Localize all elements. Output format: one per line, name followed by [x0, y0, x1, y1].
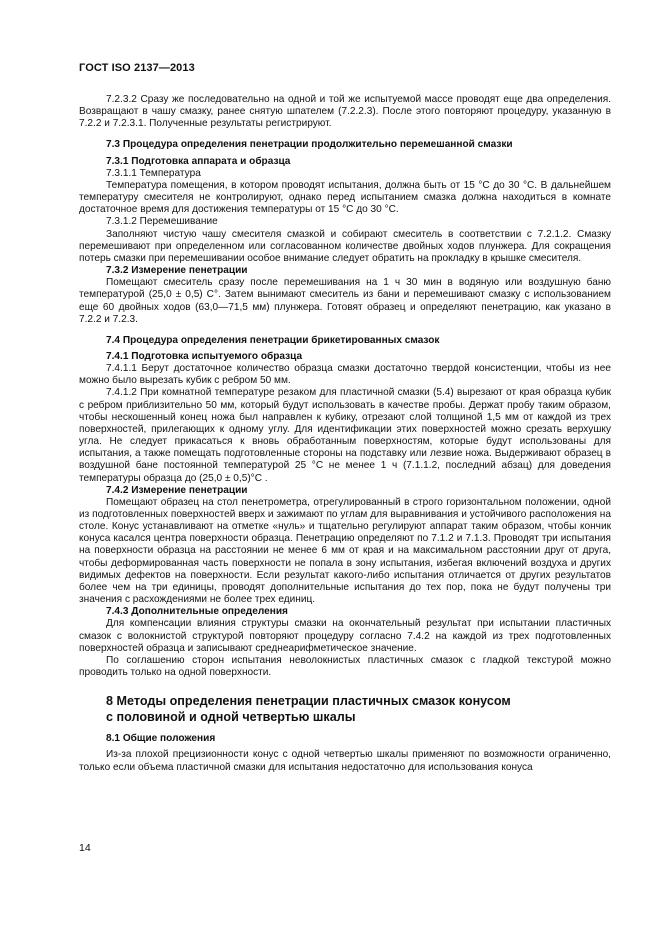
heading-7-3-1-2: 7.3.1.2 Перемешивание [106, 216, 218, 228]
paragraph-7-4-1-2: 7.4.1.2 При комнатной температуре резаком для пластичной смазки (5.4) вырезают от края образца кубик с ребром приблизительно 50 мм, который будут использовать в качестве пробы. Держат пробу таким образом, чтобы нескошенный конец ножа был направлен к кубику, отрезают слой толщиной 1,5 мм от каждой из трех поверхностей, прилегающих к одному углу. Для идентификации этих поверхностей можно срезать верхушку угла. Не следует прикасаться к вновь обработанным поверхностям, которые будут использованы для испытания, а также помещать подготовленные стороны на подставку или лезвие ножа. Выдерживают образец в воздушной бане постоянной температурой 25 °С не менее 1 ч (7.1.1.2, последний абзац) для доведения температуры образца до (25,0 ± 0,5)°С . [79, 387, 611, 484]
paragraph-7-3-2: Помещают смеситель сразу после перемешивания на 1 ч 30 мин в водяную или воздушную баню температурой (25,0 ± 0,5) С°. Затем вынимают смеситель из бани и перемешивают смазку с использованием еще 60 двойных ходов (63,0—71,5 мм) плунжера. Готовят образец и определяют пенетрацию, как указано в 7.2.2 и 7.2.3. [79, 277, 611, 325]
heading-7-4: 7.4 Процедура определения пенетрации брикетированных смазок [106, 334, 440, 346]
paragraph-8-1: Из-за плохой прецизионности конус с одной четвертью шкалы применяют по возможности ограниченно, только если объема пластичной смазки для испытания недостаточно для использования конуса [79, 749, 611, 773]
paragraph-7-3-1-2: Заполняют чистую чашу смесителя смазкой и собирают смеситель в соответствии с 7.2.1.2. Смазку перемешивают при определенном или согласованном количестве двойных ходов плунжера. Для сокращения потерь смазки при перемешивании особое внимание следует обратить на прокладку в крышке смесителя. [79, 228, 611, 264]
heading-7-3-1-1: 7.3.1.1 Температура [106, 167, 201, 179]
heading-7-4-3: 7.4.3 Дополнительные определения [106, 606, 288, 618]
heading-7-3-1: 7.3.1 Подготовка аппарата и образца [106, 155, 291, 167]
heading-7-4-2: 7.4.2 Измерение пенетрации [106, 484, 248, 496]
heading-8-line-1: 8 Методы определения пенетрации пластичных смазок конусом [106, 694, 511, 709]
page-number: 14 [79, 842, 91, 854]
heading-8-line-2: с половиной и одной четвертью шкалы [106, 710, 356, 725]
heading-8-1: 8.1 Общие положения [106, 733, 216, 745]
paragraph-7-2-3-2: 7.2.3.2 Сразу же последовательно на одной и той же испытуемой массе проводят еще два определения. Возвращают в чашу смазку, ранее снятую шпателем (7.2.2.3). После этого повторяют процедуру, указанную в 7.2.2 и 7.2.3.1. Полученные результаты регистрируют. [79, 94, 611, 130]
heading-section-8 [79, 693, 611, 725]
paragraph-7-4-3-a: Для компенсации влияния структуры смазки на окончательный результат при испытании пластичных смазок с волокнистой структурой повторяют процедуру согласно 7.4.2 на каждой из трех подготовленных поверхностей образца и записывают среднеарифметическое значение. [79, 618, 611, 654]
paragraph-7-4-3-b: По соглашению сторон испытания неволокнистых пластичных смазок с гладкой текстурой можно проводить только на одной поверхности. [79, 654, 611, 679]
document-body [79, 94, 611, 774]
heading-7-4-1: 7.4.1 Подготовка испытуемого образца [106, 350, 303, 362]
heading-7-3: 7.3 Процедура определения пенетрации продолжительно перемешанной смазки [106, 139, 513, 151]
paragraph-7-4-2: Помещают образец на стол пенетрометра, отрегулированный в строго горизонтальном положении, одной из подготовленных поверхностей вверх и зажимают по углам для выравнивания и устойчивого расположения на столе. Конус устанавливают на отметке «нуль» и тщательно регулируют аппарат таким образом, чтобы кончик конуса касался центра поверхности образца. Пенетрацию определяют по 7.1.2 и 7.1.3. Проводят три испытания на поверхности образца на расстоянии не менее 6 мм от края и на максимальном расстоянии друг от друга, чтобы деформированная часть поверхности не попала в зону испытания, избегая включений воздуха и других видимых дефектов на поверхности. Если результат какого-либо испытания отличается от других результатов более чем на три единицы, проводят дополнительные испытания до тех пор, пока не будут получены три значения с расхождениями не более трех единиц. [79, 496, 611, 606]
paragraph-7-4-1-1: 7.4.1.1 Берут достаточное количество образца смазки достаточно твердой консистенции, чтобы из нее можно было вырезать кубик с ребром 50 мм. [79, 363, 611, 387]
document-header: ГОСТ ISO 2137—2013 [79, 62, 195, 74]
heading-7-3-2: 7.3.2 Измерение пенетрации [106, 265, 248, 277]
paragraph-7-3-1-1: Температура помещения, в котором проводят испытания, должна быть от 15 °С до 30 °С. В дальнейшем температуру смесителя не контролируют, однако перед испытанием смазка должна находиться в комнате достаточное время для достижения температуры от 15 °С до 30 °С. [79, 179, 611, 216]
